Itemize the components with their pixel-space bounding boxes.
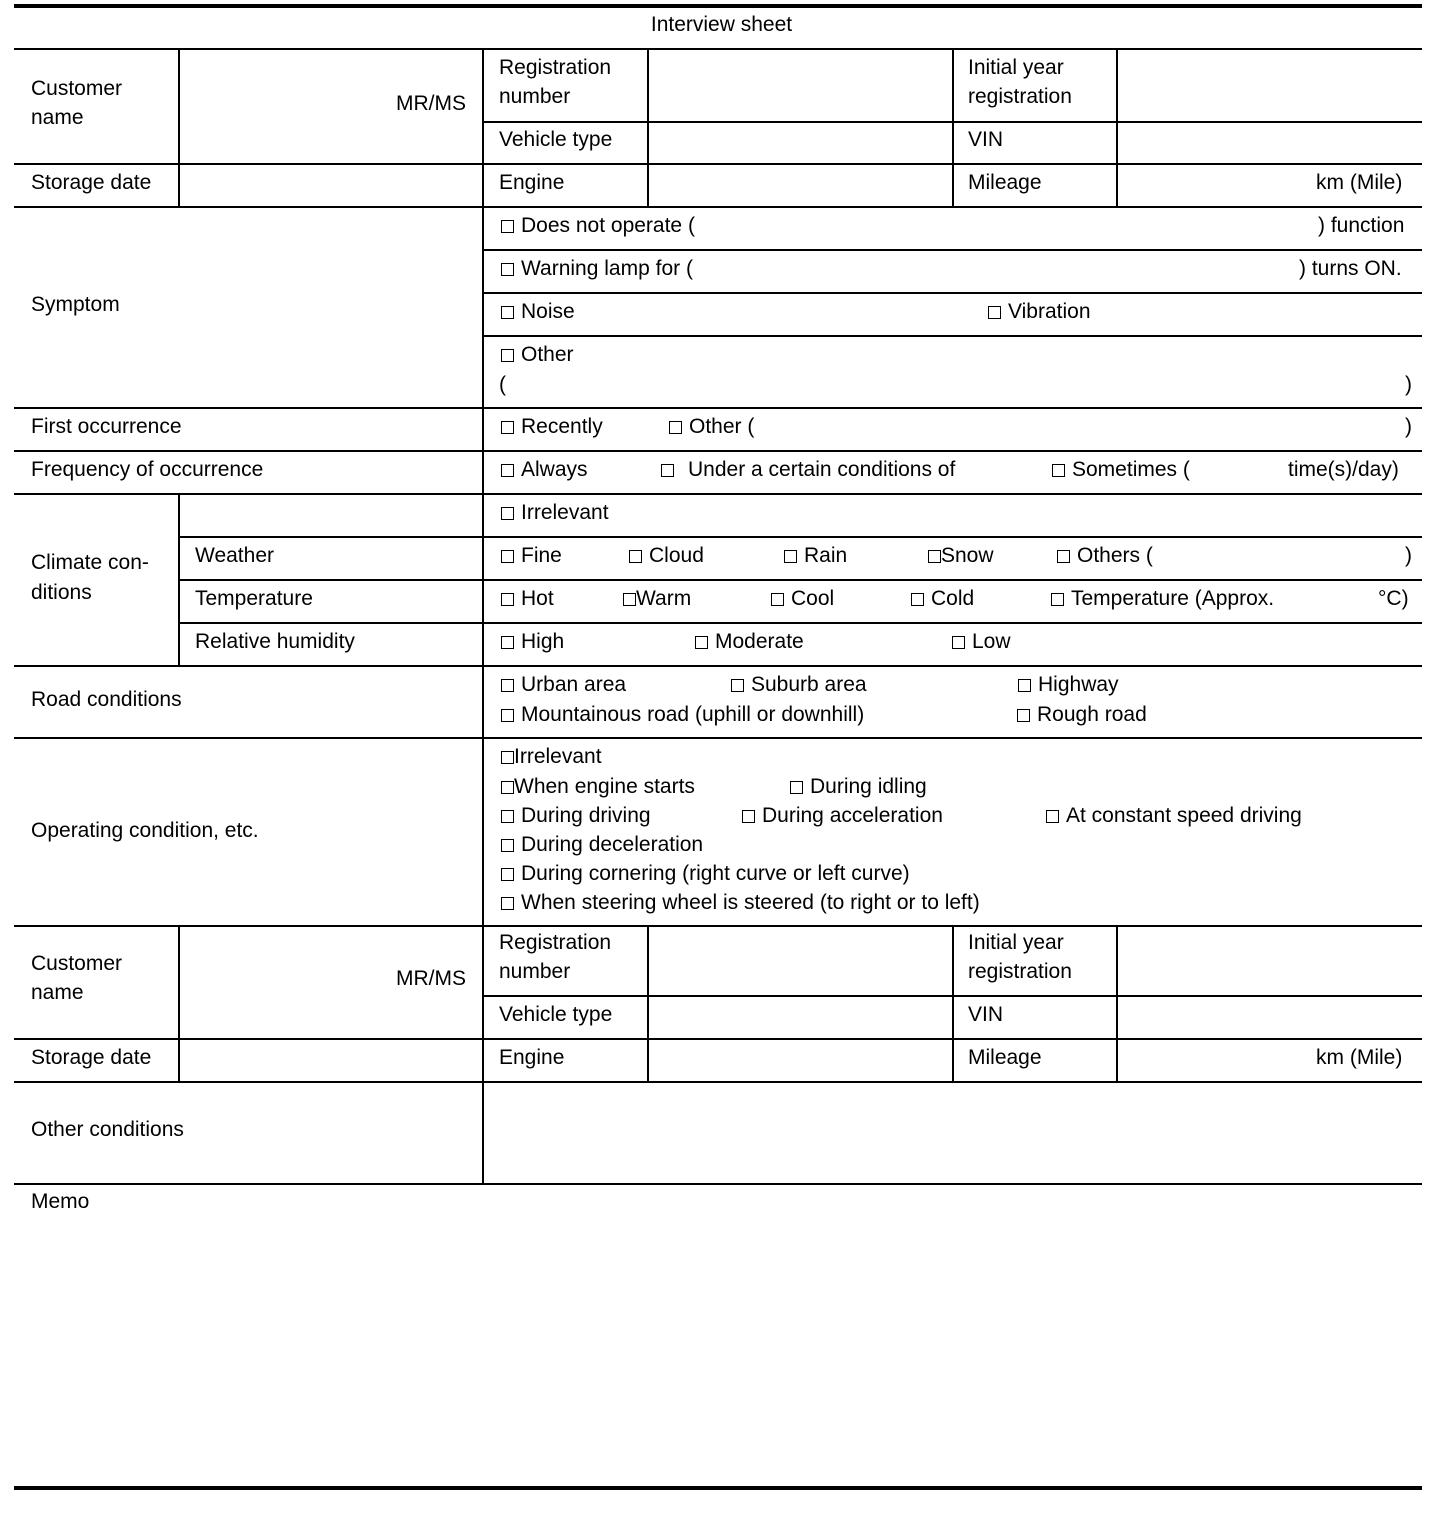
vin-label: VIN (968, 128, 1004, 151)
option-label: During driving (521, 804, 651, 827)
checkbox-icon[interactable] (501, 220, 514, 233)
deceleration-option[interactable] (501, 830, 703, 860)
climate-label (31, 548, 149, 608)
idling-option[interactable] (790, 772, 927, 802)
rule (1116, 925, 1118, 1082)
climate-label-line2: ditions (31, 581, 92, 604)
rule (14, 665, 1422, 667)
warm-option[interactable] (623, 584, 691, 614)
temperature-approx-option[interactable] (1051, 584, 1274, 614)
customer-name-label: Customer name (31, 77, 123, 129)
checkbox-icon[interactable] (928, 550, 941, 563)
checkbox-icon[interactable] (1051, 593, 1064, 606)
times-per-day: time(s)/day) (1288, 458, 1399, 481)
option-label: Fine (521, 544, 562, 567)
rule (14, 737, 1422, 739)
option-label: Snow (941, 544, 994, 567)
snow-option[interactable] (928, 541, 994, 571)
sometimes-option[interactable] (1052, 455, 1190, 485)
rule (952, 925, 954, 1082)
option-label: Rough road (1037, 703, 1147, 726)
first-other-close-paren: ) (1405, 415, 1412, 438)
acceleration-option[interactable] (742, 801, 943, 831)
option-label: Recently (521, 415, 603, 438)
checkbox-icon[interactable] (1018, 679, 1031, 692)
checkbox-icon[interactable] (669, 421, 682, 434)
option-label: Irrelevant (514, 745, 602, 768)
function-suffix: ) function (1318, 214, 1405, 237)
storage-date-label: Storage date (31, 1046, 152, 1069)
option-label: Other (521, 343, 574, 366)
option-label: Always (521, 458, 588, 481)
top-rule (14, 4, 1422, 8)
mr-ms-label: MR/MS (396, 967, 466, 990)
rule (178, 493, 180, 666)
recently-option[interactable] (501, 412, 603, 442)
mileage-label: Mileage (968, 1046, 1042, 1069)
hot-option[interactable] (501, 584, 554, 614)
option-label: Noise (521, 300, 575, 323)
checkbox-icon[interactable] (501, 306, 514, 319)
option-label: Vibration (1008, 300, 1091, 323)
customer-name-label: Customer name (31, 952, 123, 1004)
checkbox-icon[interactable] (501, 897, 514, 910)
always-option[interactable] (501, 455, 588, 485)
checkbox-icon[interactable] (623, 593, 636, 606)
temperature-unit: °C) (1378, 587, 1409, 610)
checkbox-icon[interactable] (695, 636, 708, 649)
checkbox-icon[interactable] (501, 679, 514, 692)
rule (14, 1081, 1422, 1083)
rule (647, 925, 649, 1082)
other-option[interactable] (501, 340, 574, 370)
option-label: During acceleration (762, 804, 943, 827)
checkbox-icon[interactable] (1046, 810, 1059, 823)
checkbox-icon[interactable] (501, 593, 514, 606)
climate-irrelevant-option[interactable] (501, 498, 609, 528)
operating-irrelevant-option[interactable] (501, 742, 602, 772)
rain-option[interactable] (784, 541, 847, 571)
option-label: Suburb area (751, 673, 867, 696)
option-label: Cool (791, 587, 835, 610)
rule (14, 48, 1422, 50)
rule (14, 1038, 1422, 1040)
option-label: Mountainous road (uphill or downhill) (521, 703, 865, 726)
memo-label: Memo (31, 1190, 90, 1213)
option-label: When engine starts (514, 775, 695, 798)
road-label: Road conditions (31, 688, 182, 711)
checkbox-icon[interactable] (501, 507, 514, 520)
checkbox-icon[interactable] (501, 810, 514, 823)
checkbox-icon[interactable] (784, 550, 797, 563)
rule (647, 49, 649, 207)
rule (14, 163, 1422, 165)
vin-label: VIN (968, 1003, 1004, 1026)
rule (179, 579, 1422, 581)
other-open-paren: ( (499, 373, 506, 396)
humidity-label: Relative humidity (195, 630, 355, 653)
storage-date-label: Storage date (31, 171, 152, 194)
suburb-option[interactable] (731, 670, 867, 700)
engine-label: Engine (499, 1046, 565, 1069)
cool-option[interactable] (771, 584, 834, 614)
rule (14, 206, 1422, 208)
option-label: At constant speed driving (1066, 804, 1302, 827)
option-label: Irrelevant (521, 501, 609, 524)
mountainous-option[interactable] (501, 700, 864, 730)
option-label: Other ( (689, 415, 755, 438)
initial-year-registration-label: Initial year registration (968, 931, 1072, 983)
first-other-option[interactable] (669, 412, 754, 442)
checkbox-icon[interactable] (988, 306, 1001, 319)
operating-label: Operating condition, etc. (31, 819, 259, 842)
rule (482, 49, 484, 1184)
checkbox-icon[interactable] (501, 751, 514, 764)
checkbox-icon[interactable] (501, 421, 514, 434)
weather-others-option[interactable] (1057, 541, 1153, 571)
fine-option[interactable] (501, 541, 562, 571)
cold-option[interactable] (911, 584, 974, 614)
warning-lamp-option[interactable] (501, 254, 693, 284)
engine-starts-option[interactable] (501, 772, 695, 802)
option-label: Sometimes ( (1072, 458, 1190, 481)
option-label: When steering wheel is steered (to right or to left) (521, 891, 980, 914)
steering-option[interactable] (501, 888, 980, 918)
cornering-option[interactable] (501, 859, 910, 889)
checkbox-icon[interactable] (661, 464, 674, 477)
option-label: Warm (636, 587, 692, 610)
rule (483, 335, 1422, 337)
temperature-label: Temperature (195, 587, 313, 610)
option-label: Temperature (Approx. (1071, 587, 1275, 610)
vibration-option[interactable] (988, 297, 1091, 327)
checkbox-icon[interactable] (742, 810, 755, 823)
turns-on-suffix: ) turns ON. (1299, 257, 1402, 280)
page-title: Interview sheet (650, 13, 793, 36)
checkbox-icon[interactable] (501, 781, 514, 794)
moderate-option[interactable] (695, 627, 804, 657)
rule (14, 493, 1422, 495)
checkbox-icon[interactable] (952, 636, 965, 649)
highway-option[interactable] (1018, 670, 1119, 700)
option-label: Low (972, 630, 1011, 653)
rule (178, 49, 180, 207)
vehicle-type-label: Vehicle type (499, 1003, 613, 1026)
checkbox-icon[interactable] (501, 709, 514, 722)
low-option[interactable] (952, 627, 1011, 657)
rule (14, 450, 1422, 452)
checkbox-icon[interactable] (1017, 709, 1030, 722)
option-label: Others ( (1077, 544, 1153, 567)
registration-number-label: Registration number (499, 56, 612, 108)
option-label: Does not operate ( (521, 214, 695, 237)
option-label: Hot (521, 587, 554, 610)
checkbox-icon[interactable] (1052, 464, 1065, 477)
checkbox-icon[interactable] (501, 349, 514, 362)
does-not-operate-option[interactable] (501, 211, 695, 241)
rule (1116, 49, 1118, 207)
checkbox-icon[interactable] (501, 550, 514, 563)
checkbox-icon[interactable] (501, 263, 514, 276)
vehicle-type-label: Vehicle type (499, 128, 613, 151)
rule (178, 925, 180, 1082)
option-label: During cornering (right curve or left curve) (521, 862, 910, 885)
weather-close-paren: ) (1405, 544, 1412, 567)
checkbox-icon[interactable] (501, 839, 514, 852)
climate-label-line1: Climate con- (31, 551, 149, 574)
option-label: Cloud (649, 544, 704, 567)
first-occurrence-label: First occurrence (31, 415, 182, 438)
rule (483, 249, 1422, 251)
bottom-rule (14, 1486, 1422, 1490)
option-label: During deceleration (521, 833, 704, 856)
cloud-option[interactable] (629, 541, 704, 571)
option-label: Cold (931, 587, 975, 610)
checkbox-icon[interactable] (771, 593, 784, 606)
option-label: Rain (804, 544, 848, 567)
urban-option[interactable] (501, 670, 626, 700)
rule (179, 622, 1422, 624)
symptom-label: Symptom (31, 293, 120, 316)
mr-ms-label: MR/MS (396, 92, 466, 115)
option-label: High (521, 630, 565, 653)
rule (179, 536, 1422, 538)
option-label: Urban area (521, 673, 627, 696)
checkbox-icon[interactable] (501, 636, 514, 649)
rule (14, 407, 1422, 409)
checkbox-icon[interactable] (790, 781, 803, 794)
checkbox-icon[interactable] (501, 868, 514, 881)
rule (952, 49, 954, 207)
high-option[interactable] (501, 627, 564, 657)
rule (14, 1183, 1422, 1185)
mileage-unit: km (Mile) (1316, 1046, 1403, 1069)
engine-label: Engine (499, 171, 565, 194)
mileage-unit: km (Mile) (1316, 171, 1403, 194)
noise-option[interactable] (501, 297, 575, 327)
registration-number-label: Registration number (499, 931, 612, 983)
driving-option[interactable] (501, 801, 651, 831)
option-label: Under a certain conditions of (688, 458, 956, 481)
checkbox-icon[interactable] (629, 550, 642, 563)
other-conditions-label: Other conditions (31, 1118, 184, 1141)
checkbox-icon[interactable] (731, 679, 744, 692)
option-label: Moderate (715, 630, 804, 653)
rough-option[interactable] (1017, 700, 1147, 730)
constant-speed-option[interactable] (1046, 801, 1302, 831)
option-label: Highway (1038, 673, 1119, 696)
checkbox-icon[interactable] (501, 464, 514, 477)
under-conditions-option[interactable] (661, 455, 955, 485)
frequency-label: Frequency of occurrence (31, 458, 264, 481)
option-label: During idling (810, 775, 927, 798)
mileage-label: Mileage (968, 171, 1042, 194)
checkbox-icon[interactable] (911, 593, 924, 606)
checkbox-icon[interactable] (1057, 550, 1070, 563)
rule (14, 925, 1422, 927)
initial-year-registration-label: Initial year registration (968, 56, 1072, 108)
option-label: Warning lamp for ( (521, 257, 693, 280)
other-close-paren: ) (1405, 373, 1412, 396)
weather-label: Weather (195, 544, 274, 567)
rule (483, 292, 1422, 294)
